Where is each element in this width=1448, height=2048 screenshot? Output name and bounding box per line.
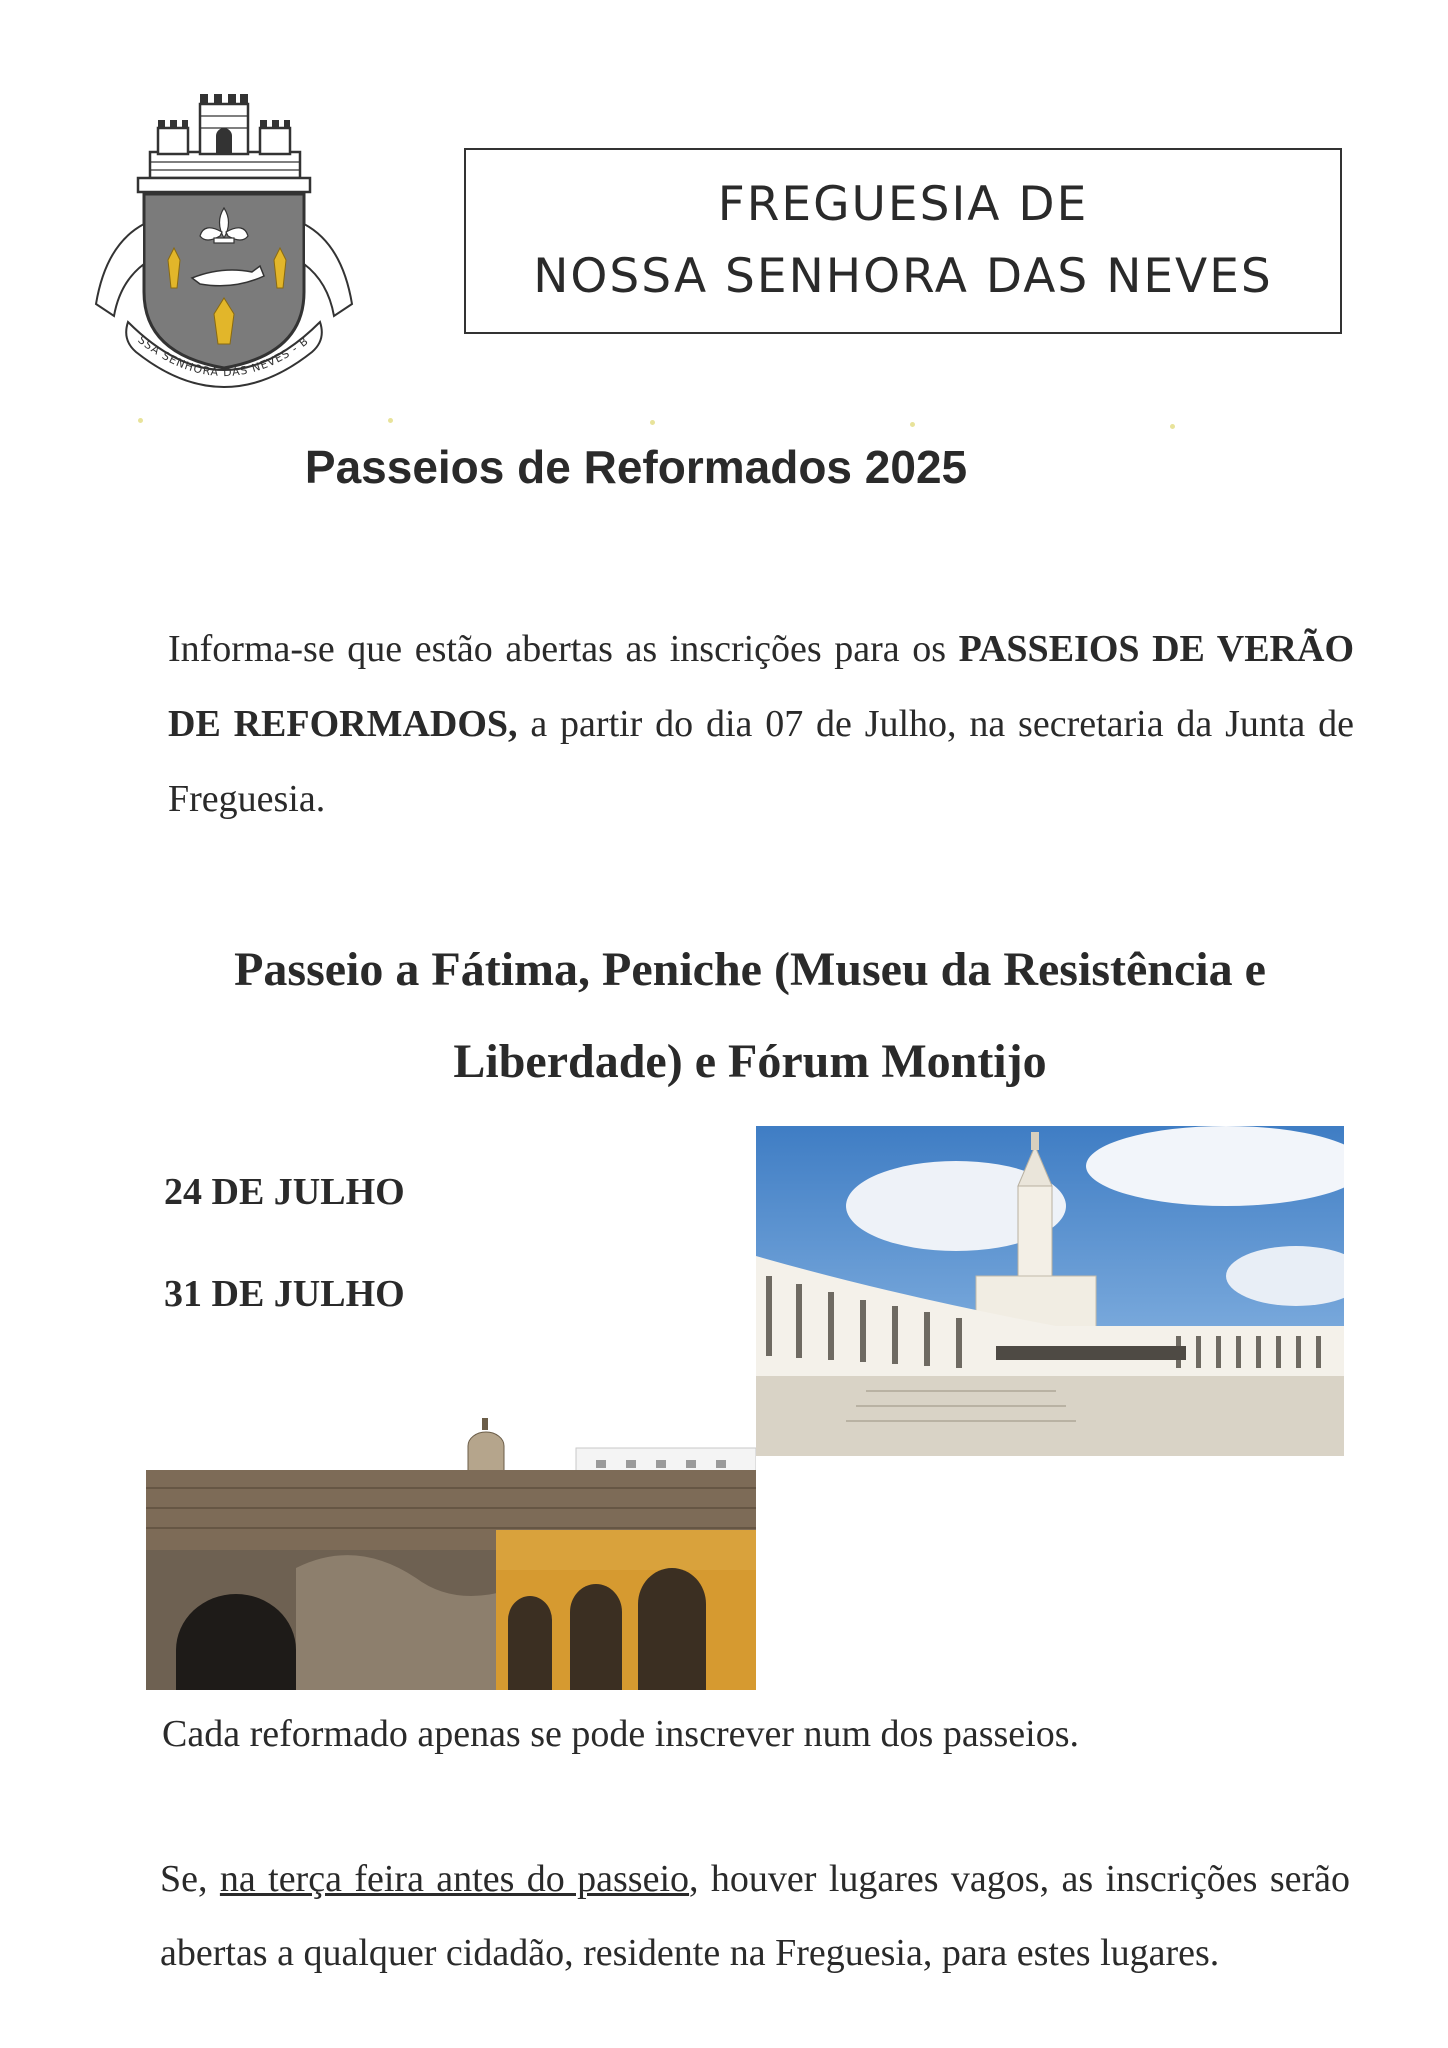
tour-title (150, 924, 1350, 1108)
scan-dot (650, 420, 655, 425)
vacancy-underlined: na terça feira antes do passeio (219, 1858, 690, 1900)
intro-text-1: Informa-se que estão abertas as inscrições para os (168, 628, 959, 670)
page-title-text: Passeios de Reformados 2025 (304, 441, 968, 493)
peniche-fortress-photo (146, 1418, 756, 1690)
tour-title-line-1: Passeio a Fátima, Peniche (Museu da Resistência e (234, 943, 1266, 996)
tour-date-1: 24 DE JULHO (164, 1171, 405, 1213)
header-line-2: NOSSA SENHORA DAS NEVES (533, 249, 1273, 304)
tour-title-line-2: Liberdade) e Fórum Montijo (453, 1035, 1047, 1088)
scan-dot (1170, 424, 1175, 429)
header-line-1: FREGUESIA DE (717, 177, 1089, 232)
coat-of-arms (88, 82, 360, 392)
scan-dot (388, 418, 393, 423)
page-title (0, 440, 1448, 494)
intro-text-2: a partir do dia 07 de Julho, na secretaria da Junta de Freguesia. (168, 703, 1354, 820)
vacancy-text-2: , houver lugares vagos, as inscrições serão abertas a qualquer cidadão, residente na Freguesia, para estes lugares. (160, 1858, 1351, 1974)
scan-dot (910, 422, 915, 427)
vacancy-text-1: Se, (160, 1858, 220, 1900)
registration-note: Cada reformado apenas se pode inscrever num dos passeios. (162, 1713, 1079, 1755)
fatima-sanctuary-photo (756, 1126, 1344, 1456)
parish-header-box (464, 148, 1342, 334)
intro-paragraph (168, 612, 1354, 837)
intro-bold: PASSEIOS DE VERÃO DE REFORMADOS, (168, 628, 1354, 745)
vacancy-paragraph (160, 1842, 1350, 1990)
crest-scroll-text: SSA SENHORA DAS NEVES - B (135, 333, 312, 380)
tour-date-2: 31 DE JULHO (164, 1273, 405, 1315)
scan-dot (138, 418, 143, 423)
